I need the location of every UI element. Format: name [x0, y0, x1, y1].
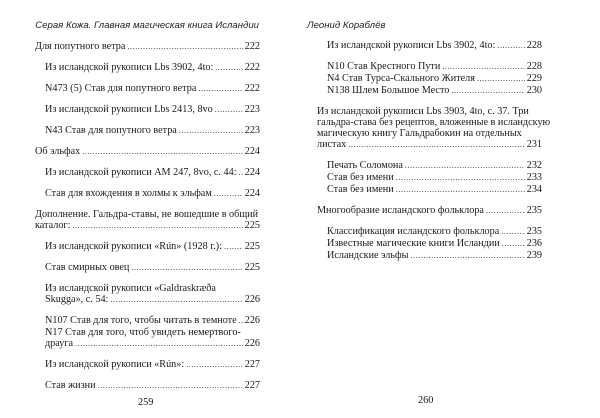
- toc-entry[interactable]: [35, 146, 260, 157]
- toc-entry-page: 227: [244, 359, 260, 370]
- toc-entry-page: 223: [244, 104, 260, 115]
- toc-entry[interactable]: [317, 172, 542, 183]
- toc-entry-title: Печать Соломона: [327, 160, 403, 171]
- toc-entry-page: 232: [526, 160, 542, 171]
- toc-entry-page: 233: [526, 172, 542, 183]
- dot-leader: [72, 220, 242, 231]
- toc-entry-page: 234: [526, 184, 542, 195]
- toc-entry[interactable]: [35, 327, 260, 349]
- toc-entry-title: Став без имени: [327, 172, 394, 183]
- toc-entry[interactable]: [317, 205, 542, 216]
- toc-entry[interactable]: [35, 283, 260, 305]
- toc-entry-title-line: магическую книгу Гальдрабокин на отдельных: [317, 128, 522, 139]
- toc-entry-title-line: Из исландской рукописи Lbs 3903, 4to, с. 37. Три: [317, 106, 529, 117]
- toc-entry[interactable]: [317, 73, 542, 84]
- toc-entry-title-line: Дополнение. Гальдра-ставы, не вошедшие в общий: [35, 209, 259, 220]
- toc-entry[interactable]: [35, 359, 260, 370]
- dot-leader: [410, 250, 524, 261]
- toc-entry-page: 227: [244, 380, 260, 391]
- toc-entry[interactable]: [317, 226, 542, 237]
- toc-entry[interactable]: [35, 380, 260, 391]
- dot-leader: [127, 41, 242, 52]
- dot-leader: [486, 205, 525, 216]
- dot-leader: [502, 238, 525, 249]
- toc-entry-title: Многообразие исландского фольклора: [317, 205, 484, 216]
- dot-leader: [98, 380, 243, 391]
- toc-entry-page: 222: [244, 41, 260, 52]
- toc-entry-page: 236: [526, 238, 542, 249]
- toc-entry-title: N10 Став Крестного Пути: [327, 61, 441, 72]
- running-head-left: Серая Кожа. Главная магическая книга Исландии: [35, 20, 259, 31]
- toc-right: [317, 40, 551, 261]
- toc-left: [35, 41, 260, 391]
- toc-entry-title: Исландские эльфы: [327, 250, 409, 261]
- toc-entry[interactable]: [35, 315, 260, 326]
- toc-entry-title: Известные магические книги Исландии: [327, 238, 500, 249]
- toc-entry[interactable]: [35, 209, 260, 231]
- page-number-right: 260: [418, 395, 434, 406]
- toc-entry-title: Став жизни: [45, 380, 96, 391]
- toc-entry-title: Skugga», с. 54:: [45, 294, 109, 305]
- toc-entry[interactable]: [35, 167, 260, 178]
- toc-entry-title: N107 Став для того, чтобы читать в темноте: [45, 315, 237, 326]
- toc-entry[interactable]: [317, 238, 542, 249]
- toc-entry-page: 225: [244, 220, 260, 231]
- toc-entry-page: 230: [526, 85, 542, 96]
- toc-entry-title-line: N17 Став для того, чтоб увидеть немертвого-: [45, 327, 241, 338]
- dot-leader: [214, 188, 243, 199]
- toc-entry-title: N138 Шлем Большое Место: [327, 85, 450, 96]
- toc-entry-title: Из исландской рукописи AM 247, 8vo, с. 44:: [45, 167, 237, 178]
- toc-entry-page: 231: [526, 139, 542, 150]
- toc-entry-page: 226: [244, 294, 260, 305]
- page-number-left: 259: [138, 397, 154, 408]
- dot-leader: [75, 338, 243, 349]
- toc-entry-title: Став без имени: [327, 184, 394, 195]
- toc-entry-page: 226: [244, 338, 260, 349]
- toc-entry[interactable]: [317, 106, 551, 150]
- toc-entry-page: 222: [244, 62, 260, 73]
- dot-leader: [501, 226, 524, 237]
- dot-leader: [224, 241, 243, 252]
- toc-entry-page: 239: [526, 250, 542, 261]
- toc-entry-title: N473 (5) Став для попутного ветра: [45, 83, 197, 94]
- dot-leader: [442, 61, 524, 72]
- toc-entry-title: каталог:: [35, 220, 71, 231]
- toc-entry-page: 228: [526, 61, 542, 72]
- toc-entry[interactable]: [35, 104, 260, 115]
- toc-entry-title-line: Из исландской рукописи «Galdraskræða: [45, 283, 216, 294]
- toc-entry[interactable]: [317, 184, 542, 195]
- toc-entry-page: 228: [526, 40, 542, 51]
- toc-entry-title: Став смирных овец: [45, 262, 130, 273]
- dot-leader: [497, 40, 524, 51]
- toc-entry-page: 224: [244, 167, 260, 178]
- toc-entry[interactable]: [35, 62, 260, 73]
- dot-leader: [198, 83, 242, 94]
- toc-entry-page: 235: [526, 205, 542, 216]
- toc-entry-title: драуга: [45, 338, 74, 349]
- toc-entry-title: Из исландской рукописи Lbs 3902, 4to:: [45, 62, 214, 73]
- dot-leader: [348, 139, 524, 150]
- toc-entry[interactable]: [35, 125, 260, 136]
- toc-entry-page: 229: [526, 73, 542, 84]
- toc-entry-title: Из исландской рукописи Lbs 3902, 4to:: [327, 40, 496, 51]
- toc-entry-page: 222: [244, 83, 260, 94]
- toc-entry-title: Из исландской рукописи «Rún» (1928 г.):: [45, 241, 223, 252]
- dot-leader: [186, 359, 243, 370]
- toc-entry-title: Из исландской рукописи Lbs 2413, 8vo: [45, 104, 213, 115]
- toc-entry[interactable]: [35, 241, 260, 252]
- toc-entry-title: Классификация исландского фольклора: [327, 226, 500, 237]
- dot-leader: [179, 125, 243, 136]
- dot-leader: [82, 146, 242, 157]
- toc-entry-page: 226: [244, 315, 260, 326]
- toc-entry[interactable]: [317, 61, 542, 72]
- toc-entry-title-line: гальдра-става без рецептов, вложенные в исландскую: [317, 117, 551, 128]
- toc-entry-page: 224: [244, 146, 260, 157]
- dot-leader: [451, 85, 524, 96]
- running-head-right: Леонид Кораблёв: [307, 20, 386, 31]
- toc-entry-title: N4 Став Турса-Скального Жителя: [327, 73, 475, 84]
- toc-entry-page: 225: [244, 262, 260, 273]
- toc-entry[interactable]: [35, 262, 260, 273]
- toc-entry-title: Из исландской рукописи «Rún»:: [45, 359, 185, 370]
- toc-entry-page: 224: [244, 188, 260, 199]
- toc-entry[interactable]: [317, 160, 542, 171]
- toc-entry[interactable]: [35, 188, 260, 199]
- toc-entry[interactable]: [317, 40, 542, 51]
- toc-entry-title: N43 Став для попутного ветра: [45, 125, 177, 136]
- toc-entry-page: 223: [244, 125, 260, 136]
- dot-leader: [396, 172, 525, 183]
- toc-entry-title: Об эльфах: [35, 146, 81, 157]
- toc-entry-title: Став для вхождения в холмы к эльфам: [45, 188, 212, 199]
- right-page: [300, 0, 600, 418]
- toc-entry[interactable]: [35, 83, 260, 94]
- toc-entry-title: листах: [317, 139, 347, 150]
- dot-leader: [215, 104, 243, 115]
- dot-leader: [405, 160, 525, 171]
- toc-entry[interactable]: [317, 85, 542, 96]
- dot-leader: [110, 294, 242, 305]
- toc-entry-page: 235: [526, 226, 542, 237]
- dot-leader: [239, 167, 243, 178]
- toc-entry[interactable]: [317, 250, 542, 261]
- dot-leader: [477, 73, 525, 84]
- dot-leader: [215, 62, 242, 73]
- dot-leader: [396, 184, 525, 195]
- toc-entry[interactable]: [35, 41, 260, 52]
- toc-entry-title: Для попутного ветра: [35, 41, 126, 52]
- dot-leader: [239, 315, 243, 326]
- toc-entry-page: 225: [244, 241, 260, 252]
- dot-leader: [131, 262, 242, 273]
